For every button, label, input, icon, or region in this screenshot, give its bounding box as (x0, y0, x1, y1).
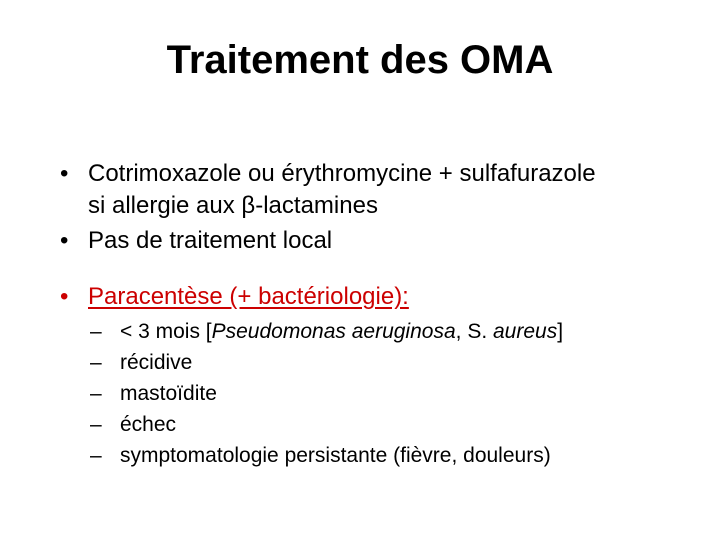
sub-item-marker: – (90, 413, 102, 436)
bullet-line-2-suffix: -lactamines (255, 192, 378, 219)
bullet-cotrimoxazole (60, 158, 700, 222)
sub-item-symptomatologie (90, 440, 700, 471)
beta-symbol: β (241, 192, 256, 219)
sub-item-text-suffix: ] (557, 320, 564, 343)
sub-item-recidive (90, 347, 700, 378)
pseudomonas-name: Pseudomonas aeruginosa (211, 320, 456, 343)
bullet-paracentese (60, 280, 700, 314)
bullet-text (88, 158, 700, 222)
sub-item-marker: – (90, 351, 102, 374)
sub-item-text: échec (120, 413, 177, 436)
sub-item-text: mastoïdite (120, 382, 217, 405)
bullet-no-local-treatment (60, 224, 700, 258)
bullet-text-underlined: Paracentèse (+ bactériologie): (88, 283, 409, 310)
bullet-marker: • (60, 227, 69, 254)
sub-item-marker: – (90, 444, 102, 467)
sub-item-separator: , (455, 320, 468, 343)
sub-item-mastoidite (90, 378, 700, 409)
sub-item-text: récidive (120, 351, 193, 374)
staph-genus-abbrev: S. (467, 320, 493, 343)
sub-item-text-prefix: < 3 mois [ (120, 320, 212, 343)
sub-item-marker: – (90, 382, 102, 405)
slide-title: Traitement des OMA (166, 38, 554, 82)
staph-species: aureus (493, 320, 558, 343)
bullet-marker: • (60, 283, 69, 310)
bullet-text: Pas de traitement local (88, 227, 333, 254)
bullet-line-1: Cotrimoxazole ou érythromycine + sulfafurazole (88, 160, 596, 187)
sub-item-text (120, 316, 563, 347)
sub-item-age (90, 316, 700, 347)
sub-item-echec (90, 409, 700, 440)
bullet-line-2-prefix: si allergie aux (88, 192, 242, 219)
bullet-marker: • (60, 160, 69, 187)
sub-item-marker: – (90, 320, 102, 343)
sub-item-text: symptomatologie persistante (fièvre, douleurs) (120, 444, 551, 467)
